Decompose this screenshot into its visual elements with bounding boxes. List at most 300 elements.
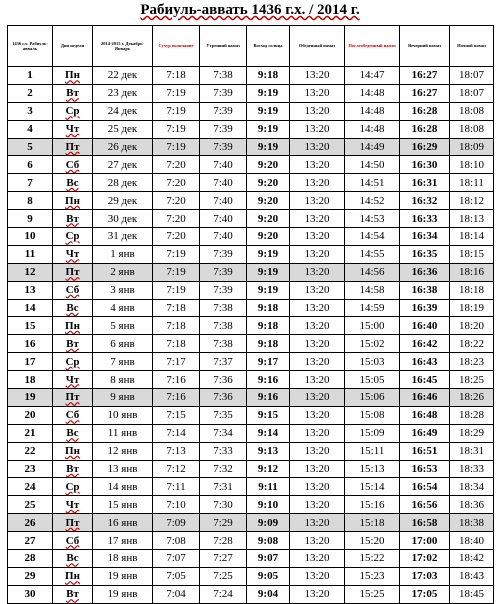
- weekday-label: Вс: [66, 427, 79, 440]
- cell-date: 11 янв: [93, 424, 153, 442]
- cell-islamic-day: 9: [8, 210, 53, 228]
- cell-date: 4 янв: [93, 299, 153, 317]
- cell-islamic-day: 20: [8, 406, 53, 424]
- cell-suhur: 7:14: [153, 424, 200, 442]
- cell-suhur: 7:05: [153, 567, 200, 585]
- table-row: [8, 424, 494, 442]
- cell-fajr: 7:37: [200, 353, 247, 371]
- table-row: [8, 335, 494, 353]
- cell-maghrib: 17:03: [400, 567, 450, 585]
- weekday-label: Пт: [65, 266, 80, 279]
- cell-suhur: 7:16: [153, 371, 200, 389]
- cell-suhur: 7:20: [153, 228, 200, 246]
- cell-asr: 15:00: [345, 317, 400, 335]
- weekday-label: Вт: [66, 588, 79, 601]
- cell-sunrise: 9:16: [247, 389, 290, 407]
- cell-fajr: 7:36: [200, 389, 247, 407]
- table-row: [8, 317, 494, 335]
- cell-fajr: 7:38: [200, 335, 247, 353]
- cell-asr: 14:56: [345, 263, 400, 281]
- column-header: Восход солнца: [247, 26, 290, 67]
- cell-maghrib: 16:58: [400, 514, 450, 532]
- cell-date: 8 янв: [93, 371, 153, 389]
- prayer-times-table: [7, 25, 494, 604]
- cell-isha: 18:42: [450, 550, 494, 568]
- cell-sunrise: 9:19: [247, 138, 290, 156]
- cell-weekday: [53, 102, 93, 120]
- cell-dhuhr: 13:20: [290, 174, 345, 192]
- cell-sunrise: 9:19: [247, 245, 290, 263]
- cell-suhur: 7:20: [153, 156, 200, 174]
- cell-date: 15 янв: [93, 496, 153, 514]
- cell-islamic-day: 30: [8, 585, 53, 603]
- cell-suhur: 7:19: [153, 138, 200, 156]
- cell-maghrib: 16:31: [400, 174, 450, 192]
- cell-suhur: 7:08: [153, 532, 200, 550]
- cell-islamic-day: 29: [8, 567, 53, 585]
- cell-maghrib: 16:56: [400, 496, 450, 514]
- cell-weekday: [53, 460, 93, 478]
- cell-asr: 14:52: [345, 192, 400, 210]
- cell-date: 31 дек: [93, 228, 153, 246]
- cell-dhuhr: 13:20: [290, 567, 345, 585]
- cell-suhur: 7:12: [153, 460, 200, 478]
- cell-maghrib: 16:48: [400, 406, 450, 424]
- cell-fajr: 7:27: [200, 550, 247, 568]
- cell-isha: 18:20: [450, 317, 494, 335]
- cell-asr: 14:59: [345, 299, 400, 317]
- cell-dhuhr: 13:20: [290, 138, 345, 156]
- cell-sunrise: 9:12: [247, 460, 290, 478]
- cell-asr: 14:58: [345, 281, 400, 299]
- cell-maghrib: 16:43: [400, 353, 450, 371]
- cell-dhuhr: 13:20: [290, 478, 345, 496]
- cell-dhuhr: 13:20: [290, 442, 345, 460]
- cell-suhur: 7:10: [153, 496, 200, 514]
- cell-suhur: 7:19: [153, 263, 200, 281]
- cell-maghrib: 16:49: [400, 424, 450, 442]
- cell-asr: 14:50: [345, 156, 400, 174]
- cell-asr: 14:47: [345, 67, 400, 85]
- cell-weekday: [53, 550, 93, 568]
- cell-isha: 18:29: [450, 424, 494, 442]
- cell-date: 19 янв: [93, 567, 153, 585]
- cell-asr: 15:11: [345, 442, 400, 460]
- column-header: Сухур окончание: [153, 26, 200, 67]
- weekday-label: Пн: [65, 69, 80, 82]
- page-title-text: Рабиуль-аввать 1436 г.х. / 2014 г.: [140, 2, 360, 18]
- cell-islamic-day: 3: [8, 102, 53, 120]
- weekday-label: Вт: [66, 337, 79, 350]
- cell-isha: 18:38: [450, 514, 494, 532]
- cell-weekday: [53, 353, 93, 371]
- cell-weekday: [53, 424, 93, 442]
- cell-maghrib: 16:27: [400, 84, 450, 102]
- cell-islamic-day: 5: [8, 138, 53, 156]
- cell-sunrise: 9:05: [247, 567, 290, 585]
- weekday-label: Вт: [66, 87, 79, 100]
- cell-suhur: 7:19: [153, 120, 200, 138]
- cell-suhur: 7:13: [153, 442, 200, 460]
- cell-fajr: 7:31: [200, 478, 247, 496]
- cell-weekday: [53, 389, 93, 407]
- cell-islamic-day: 18: [8, 371, 53, 389]
- cell-weekday: [53, 281, 93, 299]
- cell-islamic-day: 1: [8, 67, 53, 85]
- cell-weekday: [53, 514, 93, 532]
- cell-asr: 15:25: [345, 585, 400, 603]
- cell-sunrise: 9:20: [247, 156, 290, 174]
- cell-islamic-day: 21: [8, 424, 53, 442]
- table-row: [8, 442, 494, 460]
- cell-dhuhr: 13:20: [290, 371, 345, 389]
- cell-asr: 15:09: [345, 424, 400, 442]
- cell-islamic-day: 19: [8, 389, 53, 407]
- cell-dhuhr: 13:20: [290, 389, 345, 407]
- cell-suhur: 7:20: [153, 174, 200, 192]
- cell-weekday: [53, 442, 93, 460]
- cell-sunrise: 9:19: [247, 281, 290, 299]
- cell-isha: 18:11: [450, 174, 494, 192]
- cell-dhuhr: 13:20: [290, 406, 345, 424]
- column-header: Утренний намаз: [200, 26, 247, 67]
- cell-sunrise: 9:18: [247, 67, 290, 85]
- cell-fajr: 7:36: [200, 371, 247, 389]
- cell-maghrib: 16:35: [400, 245, 450, 263]
- cell-date: 24 дек: [93, 102, 153, 120]
- table-row: [8, 585, 494, 603]
- column-header: Вечерний намаз: [400, 26, 450, 67]
- cell-weekday: [53, 120, 93, 138]
- cell-date: 16 янв: [93, 514, 153, 532]
- cell-suhur: 7:07: [153, 550, 200, 568]
- cell-fajr: 7:40: [200, 156, 247, 174]
- cell-isha: 18:12: [450, 192, 494, 210]
- cell-sunrise: 9:20: [247, 210, 290, 228]
- cell-sunrise: 9:08: [247, 532, 290, 550]
- cell-weekday: [53, 335, 93, 353]
- cell-maghrib: 16:34: [400, 228, 450, 246]
- cell-date: 25 дек: [93, 120, 153, 138]
- cell-maghrib: 16:40: [400, 317, 450, 335]
- table-row: [8, 281, 494, 299]
- cell-fajr: 7:35: [200, 406, 247, 424]
- cell-islamic-day: 10: [8, 228, 53, 246]
- cell-maghrib: 17:00: [400, 532, 450, 550]
- cell-isha: 18:07: [450, 84, 494, 102]
- table-row: [8, 192, 494, 210]
- cell-isha: 18:09: [450, 138, 494, 156]
- cell-weekday: [53, 228, 93, 246]
- table-row: [8, 228, 494, 246]
- cell-dhuhr: 13:20: [290, 156, 345, 174]
- cell-suhur: 7:17: [153, 353, 200, 371]
- cell-date: 27 дек: [93, 156, 153, 174]
- cell-islamic-day: 27: [8, 532, 53, 550]
- cell-date: 9 янв: [93, 389, 153, 407]
- weekday-label: Ср: [65, 355, 80, 368]
- cell-asr: 14:53: [345, 210, 400, 228]
- cell-isha: 18:23: [450, 353, 494, 371]
- weekday-label: Пн: [65, 194, 80, 207]
- cell-asr: 15:03: [345, 353, 400, 371]
- cell-maghrib: 16:33: [400, 210, 450, 228]
- cell-isha: 18:26: [450, 389, 494, 407]
- table-row: [8, 496, 494, 514]
- cell-isha: 18:43: [450, 567, 494, 585]
- cell-isha: 18:45: [450, 585, 494, 603]
- cell-dhuhr: 13:20: [290, 281, 345, 299]
- cell-suhur: 7:19: [153, 281, 200, 299]
- cell-dhuhr: 13:20: [290, 514, 345, 532]
- cell-suhur: 7:18: [153, 67, 200, 85]
- cell-asr: 15:14: [345, 478, 400, 496]
- cell-suhur: 7:19: [153, 102, 200, 120]
- cell-dhuhr: 13:20: [290, 263, 345, 281]
- cell-fajr: 7:38: [200, 317, 247, 335]
- cell-dhuhr: 13:20: [290, 245, 345, 263]
- cell-fajr: 7:30: [200, 496, 247, 514]
- cell-fajr: 7:39: [200, 84, 247, 102]
- cell-date: 22 дек: [93, 67, 153, 85]
- table-row: [8, 84, 494, 102]
- cell-sunrise: 9:07: [247, 550, 290, 568]
- table-row: [8, 478, 494, 496]
- table-row: [8, 514, 494, 532]
- cell-asr: 14:54: [345, 228, 400, 246]
- cell-dhuhr: 13:20: [290, 335, 345, 353]
- cell-maghrib: 16:38: [400, 281, 450, 299]
- cell-weekday: [53, 210, 93, 228]
- cell-weekday: [53, 496, 93, 514]
- cell-maghrib: 17:02: [400, 550, 450, 568]
- weekday-label: Пн: [65, 319, 80, 332]
- weekday-label: Вт: [66, 463, 79, 476]
- cell-date: 30 дек: [93, 210, 153, 228]
- cell-maghrib: 16:32: [400, 192, 450, 210]
- cell-sunrise: 9:20: [247, 174, 290, 192]
- table-row: [8, 406, 494, 424]
- cell-fajr: 7:39: [200, 120, 247, 138]
- cell-dhuhr: 13:20: [290, 585, 345, 603]
- cell-weekday: [53, 532, 93, 550]
- cell-islamic-day: 17: [8, 353, 53, 371]
- cell-asr: 14:49: [345, 138, 400, 156]
- cell-islamic-day: 23: [8, 460, 53, 478]
- table-row: [8, 299, 494, 317]
- weekday-label: Сб: [65, 158, 80, 171]
- cell-fajr: 7:38: [200, 299, 247, 317]
- cell-dhuhr: 13:20: [290, 460, 345, 478]
- column-header: Ночной намаз: [450, 26, 494, 67]
- cell-islamic-day: 16: [8, 335, 53, 353]
- cell-asr: 15:18: [345, 514, 400, 532]
- cell-fajr: 7:39: [200, 102, 247, 120]
- cell-fajr: 7:29: [200, 514, 247, 532]
- cell-suhur: 7:11: [153, 478, 200, 496]
- cell-sunrise: 9:09: [247, 514, 290, 532]
- cell-suhur: 7:20: [153, 192, 200, 210]
- column-header: Обеденный намаз: [290, 26, 345, 67]
- cell-suhur: 7:09: [153, 514, 200, 532]
- table-header-row: [8, 26, 494, 67]
- weekday-label: Сб: [65, 284, 80, 297]
- cell-date: 6 янв: [93, 335, 153, 353]
- cell-suhur: 7:18: [153, 317, 200, 335]
- cell-dhuhr: 13:20: [290, 550, 345, 568]
- cell-fajr: 7:28: [200, 532, 247, 550]
- cell-suhur: 7:15: [153, 406, 200, 424]
- cell-fajr: 7:38: [200, 67, 247, 85]
- cell-dhuhr: 13:20: [290, 67, 345, 85]
- cell-weekday: [53, 138, 93, 156]
- cell-sunrise: 9:19: [247, 120, 290, 138]
- cell-asr: 15:22: [345, 550, 400, 568]
- cell-fajr: 7:32: [200, 460, 247, 478]
- table-row: [8, 120, 494, 138]
- table-row: [8, 156, 494, 174]
- cell-date: 17 янв: [93, 532, 153, 550]
- cell-date: 23 дек: [93, 84, 153, 102]
- table-row: [8, 567, 494, 585]
- cell-asr: 15:20: [345, 532, 400, 550]
- weekday-label: Вс: [66, 302, 79, 315]
- cell-isha: 18:08: [450, 102, 494, 120]
- cell-date: 14 янв: [93, 478, 153, 496]
- cell-isha: 18:15: [450, 245, 494, 263]
- cell-fajr: 7:34: [200, 424, 247, 442]
- cell-islamic-day: 13: [8, 281, 53, 299]
- cell-sunrise: 9:04: [247, 585, 290, 603]
- cell-asr: 15:02: [345, 335, 400, 353]
- cell-sunrise: 9:18: [247, 335, 290, 353]
- cell-isha: 18:16: [450, 263, 494, 281]
- cell-islamic-day: 22: [8, 442, 53, 460]
- cell-asr: 14:55: [345, 245, 400, 263]
- cell-weekday: [53, 406, 93, 424]
- cell-fajr: 7:39: [200, 263, 247, 281]
- cell-weekday: [53, 245, 93, 263]
- cell-asr: 14:48: [345, 102, 400, 120]
- weekday-label: Сб: [65, 409, 80, 422]
- cell-maghrib: 16:27: [400, 67, 450, 85]
- cell-isha: 18:18: [450, 281, 494, 299]
- weekday-label: Чт: [65, 498, 80, 511]
- cell-date: 7 янв: [93, 353, 153, 371]
- cell-maghrib: 16:51: [400, 442, 450, 460]
- weekday-label: Чт: [65, 248, 80, 261]
- cell-weekday: [53, 67, 93, 85]
- cell-maghrib: 16:42: [400, 335, 450, 353]
- cell-sunrise: 9:20: [247, 192, 290, 210]
- cell-sunrise: 9:14: [247, 424, 290, 442]
- cell-maghrib: 16:45: [400, 371, 450, 389]
- cell-date: 12 янв: [93, 442, 153, 460]
- cell-sunrise: 9:20: [247, 228, 290, 246]
- cell-date: 26 дек: [93, 138, 153, 156]
- cell-dhuhr: 13:20: [290, 299, 345, 317]
- cell-asr: 14:51: [345, 174, 400, 192]
- cell-sunrise: 9:19: [247, 263, 290, 281]
- cell-maghrib: 17:05: [400, 585, 450, 603]
- cell-date: 2 янв: [93, 263, 153, 281]
- cell-maghrib: 16:53: [400, 460, 450, 478]
- weekday-label: Ср: [65, 480, 80, 493]
- weekday-label: Вт: [66, 212, 79, 225]
- table-row: [8, 389, 494, 407]
- cell-isha: 18:33: [450, 460, 494, 478]
- column-header: 1436 г.х. Рабиуль-авваль: [8, 26, 53, 67]
- cell-isha: 18:31: [450, 442, 494, 460]
- cell-weekday: [53, 192, 93, 210]
- cell-islamic-day: 6: [8, 156, 53, 174]
- cell-dhuhr: 13:20: [290, 424, 345, 442]
- cell-isha: 18:28: [450, 406, 494, 424]
- cell-dhuhr: 13:20: [290, 210, 345, 228]
- weekday-label: Сб: [65, 534, 80, 547]
- cell-isha: 18:07: [450, 67, 494, 85]
- cell-dhuhr: 13:20: [290, 353, 345, 371]
- cell-date: 5 янв: [93, 317, 153, 335]
- cell-weekday: [53, 585, 93, 603]
- cell-dhuhr: 13:20: [290, 228, 345, 246]
- cell-date: 28 дек: [93, 174, 153, 192]
- cell-dhuhr: 13:20: [290, 532, 345, 550]
- cell-weekday: [53, 478, 93, 496]
- cell-islamic-day: 14: [8, 299, 53, 317]
- cell-isha: 18:36: [450, 496, 494, 514]
- cell-isha: 18:08: [450, 120, 494, 138]
- cell-maghrib: 16:39: [400, 299, 450, 317]
- cell-sunrise: 9:18: [247, 299, 290, 317]
- cell-suhur: 7:16: [153, 389, 200, 407]
- weekday-label: Вс: [66, 176, 79, 189]
- table-row: [8, 460, 494, 478]
- table-row: [8, 174, 494, 192]
- weekday-label: Пн: [65, 570, 80, 583]
- cell-fajr: 7:24: [200, 585, 247, 603]
- cell-fajr: 7:40: [200, 228, 247, 246]
- cell-date: 10 янв: [93, 406, 153, 424]
- cell-date: 3 янв: [93, 281, 153, 299]
- cell-islamic-day: 7: [8, 174, 53, 192]
- cell-weekday: [53, 567, 93, 585]
- cell-asr: 15:13: [345, 460, 400, 478]
- cell-suhur: 7:04: [153, 585, 200, 603]
- cell-isha: 18:19: [450, 299, 494, 317]
- cell-sunrise: 9:10: [247, 496, 290, 514]
- cell-islamic-day: 15: [8, 317, 53, 335]
- cell-weekday: [53, 174, 93, 192]
- cell-sunrise: 9:17: [247, 353, 290, 371]
- cell-weekday: [53, 156, 93, 174]
- weekday-label: Пт: [65, 141, 80, 153]
- cell-fajr: 7:40: [200, 192, 247, 210]
- table-row: [8, 371, 494, 389]
- cell-weekday: [53, 299, 93, 317]
- cell-sunrise: 9:15: [247, 406, 290, 424]
- page-title: [0, 0, 500, 22]
- table-row: [8, 532, 494, 550]
- cell-maghrib: 16:28: [400, 120, 450, 138]
- cell-dhuhr: 13:20: [290, 120, 345, 138]
- cell-sunrise: 9:19: [247, 102, 290, 120]
- cell-dhuhr: 13:20: [290, 317, 345, 335]
- cell-isha: 18:34: [450, 478, 494, 496]
- cell-fajr: 7:25: [200, 567, 247, 585]
- cell-isha: 18:40: [450, 532, 494, 550]
- cell-maghrib: 16:30: [400, 156, 450, 174]
